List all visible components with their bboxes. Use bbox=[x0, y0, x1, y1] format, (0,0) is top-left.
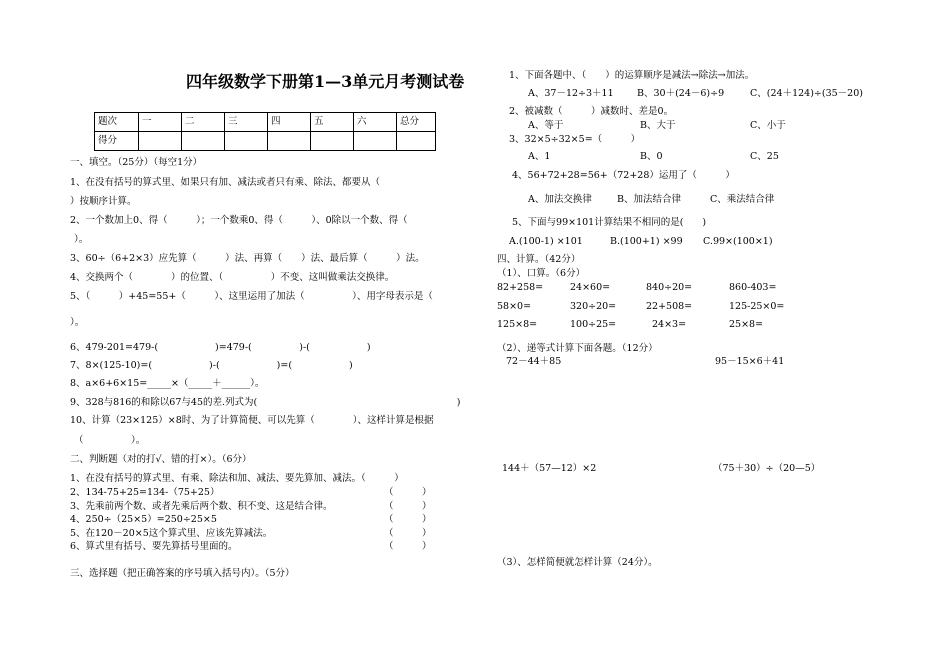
oral-problem: 840÷20= bbox=[646, 282, 693, 293]
choice-1-option-c: C、(24＋124)÷(35－20) bbox=[750, 88, 863, 99]
judge-item-1: 1、在没有括号的算式里、有乘、除法和加、减法、要先算加、减法。（ ） bbox=[70, 473, 404, 484]
step-calc-heading: （2）、递等式计算下面各题。（12分） bbox=[497, 343, 658, 354]
oral-problem: 82+258= bbox=[497, 282, 544, 293]
choice-question-3: 3、32×5÷32×5=（ ） bbox=[509, 134, 641, 145]
judge-paren: （ ） bbox=[384, 487, 432, 498]
score-cell[interactable] bbox=[182, 132, 225, 151]
question-2: 2、一个数加上0、得（ ）；一个数乘0、得（ ）、0除以一个数、得（ bbox=[70, 215, 408, 226]
choice-3-option-a: A、1 bbox=[528, 151, 551, 162]
judge-paren: （ ） bbox=[384, 514, 432, 525]
simple-calc-heading: （3）、怎样简便就怎样计算（24分）。 bbox=[497, 557, 658, 568]
question-7: 7、8×(125-10)=( )-( )=( ) bbox=[70, 360, 353, 371]
score-header-cell: 二 bbox=[182, 113, 225, 132]
score-header-cell: 四 bbox=[268, 113, 311, 132]
score-cell[interactable] bbox=[225, 132, 268, 151]
judge-paren: （ ） bbox=[384, 501, 432, 512]
step-problem-1: 72－44＋85 bbox=[506, 356, 562, 367]
choice-question-5: 5、下面与99×101计算结果不相同的是( ) bbox=[512, 217, 707, 228]
question-6: 6、479-201=479-( )=479-( )-( ) bbox=[70, 342, 371, 353]
section-choice-heading: 三、选择题（把正确答案的序号填入括号内）。（5分） bbox=[70, 568, 295, 579]
score-cell[interactable] bbox=[268, 132, 311, 151]
question-8: 8、a×6+6×15=_____×（_____＋______）。 bbox=[70, 378, 265, 389]
score-cell[interactable] bbox=[354, 132, 397, 151]
score-value-row bbox=[95, 132, 436, 151]
question-4: 4、交换两个（ ）的位置、（ ）不变、这叫做乘法交换律。 bbox=[70, 272, 395, 283]
oral-problem: 125-25×0= bbox=[729, 301, 785, 312]
score-header-cell: 三 bbox=[225, 113, 268, 132]
question-10: 10、计算（23×125）×8时、为了计算简便、可以先算（ ）、这样计算是根据 bbox=[70, 415, 434, 426]
oral-problem: 24×60= bbox=[570, 282, 611, 293]
score-header-cell: 一 bbox=[139, 113, 182, 132]
choice-1-option-a: A、37－12÷3＋11 bbox=[528, 88, 614, 99]
judge-item-2: 2、134-75+25=134-（75+25） bbox=[70, 487, 220, 498]
section-calc-heading: 四、计算。（42分） bbox=[497, 254, 581, 265]
score-header-cell: 题次 bbox=[95, 113, 139, 132]
score-table bbox=[94, 112, 436, 151]
oral-problem: 320÷20= bbox=[570, 301, 617, 312]
score-cell[interactable] bbox=[397, 132, 436, 151]
judge-item-3: 3、先乘前两个数、或者先乘后两个数、积不变、这是结合律。 bbox=[70, 501, 333, 512]
page-title: 四年级数学下册第1—3单元月考测试卷 bbox=[186, 72, 465, 91]
choice-5-option-a: A.(100-1) ×101 bbox=[509, 236, 583, 247]
choice-2-option-b: B、大于 bbox=[640, 120, 676, 131]
step-problem-2: 95－15×6＋41 bbox=[715, 356, 785, 367]
choice-question-4: 4、56+72+28=56+（72+28）运用了（ ） bbox=[512, 170, 735, 181]
choice-question-2: 2、被减数（ ）减数时、差是0。 bbox=[509, 106, 674, 117]
score-header-cell: 六 bbox=[354, 113, 397, 132]
section-fill-blank-heading: 一、填空。（25分）（每空1分） bbox=[70, 157, 203, 168]
score-header-cell: 总分 bbox=[397, 113, 436, 132]
choice-2-option-c: C、小于 bbox=[750, 120, 786, 131]
oral-problem: 22+508= bbox=[646, 301, 693, 312]
question-1: 1、在没有括号的算式里、如果只有加、减法或者只有乘、除法、都要从（ bbox=[70, 177, 381, 188]
judge-item-5: 5、在120－20×5这个算式里、应该先算减法。 bbox=[70, 528, 273, 539]
choice-5-option-c: C.99×(100×1) bbox=[703, 236, 773, 247]
choice-2-option-a: A、等于 bbox=[528, 120, 564, 131]
oral-problem: 24×3= bbox=[652, 319, 687, 330]
judge-item-6: 6、算式里有括号、要先算括号里面的。 bbox=[70, 541, 238, 552]
score-cell[interactable] bbox=[139, 132, 182, 151]
choice-4-option-b: B、加法结合律 bbox=[617, 194, 681, 205]
section-judge-heading: 二、判断题（对的打√、错的打×）。（6分） bbox=[70, 454, 252, 465]
question-9: 9、328与816的和除以67与45的差.列式为( ) bbox=[70, 397, 461, 408]
oral-problem: 100÷25= bbox=[570, 319, 617, 330]
oral-problem: 58×0= bbox=[497, 301, 532, 312]
score-cell[interactable] bbox=[311, 132, 354, 151]
judge-item-4: 4、250÷（25×5）=250÷25×5 bbox=[70, 514, 217, 525]
question-3: 3、60÷（6+2×3）应先算（ ）法、再算（ ）法、最后算（ ）法。 bbox=[70, 253, 425, 264]
oral-heading: （1）、口算。（6分） bbox=[497, 268, 586, 279]
question-5-cont: ）。 bbox=[70, 317, 85, 328]
question-5: 5、（ ）+45=55+（ ）、这里运用了加法（ ）、用字母表示是（ bbox=[70, 291, 433, 302]
choice-3-option-b: B、0 bbox=[640, 151, 663, 162]
question-10-cont: （ ）。 bbox=[74, 435, 146, 446]
score-row-label: 得分 bbox=[95, 132, 139, 151]
oral-problem: 25×8= bbox=[729, 319, 764, 330]
choice-question-1: 1、下面各题中、（ ）的运算顺序是减法→除法→加法。 bbox=[509, 70, 755, 81]
oral-problem: 860-403= bbox=[729, 282, 777, 293]
question-2-cont: ）。 bbox=[74, 234, 89, 245]
step-problem-4: （75＋30）÷（20—5） bbox=[713, 463, 821, 474]
choice-4-option-c: C、乘法结合律 bbox=[710, 194, 775, 205]
score-header-cell: 五 bbox=[311, 113, 354, 132]
choice-1-option-b: B、30＋(24－6)÷9 bbox=[637, 88, 725, 99]
choice-5-option-b: B.(100+1) ×99 bbox=[610, 236, 683, 247]
judge-paren: （ ） bbox=[384, 541, 432, 552]
choice-4-option-a: A、加法交换律 bbox=[528, 194, 592, 205]
judge-paren: （ ） bbox=[384, 528, 432, 539]
oral-problem: 125×8= bbox=[497, 319, 538, 330]
step-problem-3: 144＋（57—12）×2 bbox=[502, 463, 597, 474]
choice-3-option-c: C、25 bbox=[750, 151, 779, 162]
score-header-row bbox=[95, 113, 436, 132]
question-1-cont: ）按顺序计算。 bbox=[70, 196, 137, 207]
